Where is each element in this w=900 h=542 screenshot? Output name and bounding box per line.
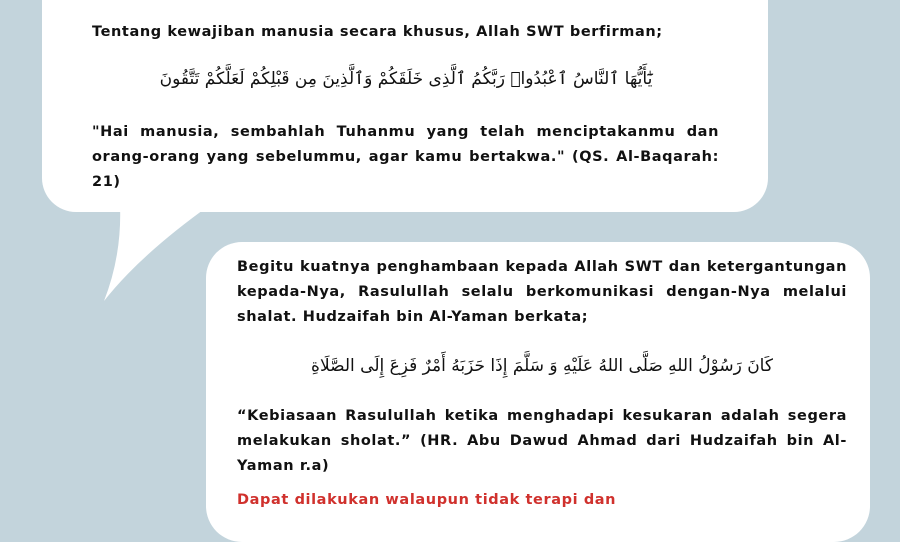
bubble2-translation: “Kebiasaan Rasulullah ketika menghadapi kesukaran adalah segera melakukan sholat.” (HR. Abu Dawud Ahmad dari Hudzaifah bin Al-Yaman r.a) xyxy=(237,408,847,474)
bubble1-translation: "Hai manusia, sembahlah Tuhanmu yang telah menciptakanmu dan orang-orang yang sebelummu, agar kamu bertakwa." (QS. Al-Baqarah: 21) xyxy=(92,124,719,190)
bubble2-intro: Begitu kuatnya penghambaan kepada Allah SWT dan ketergantungan kepada-Nya, Rasulullah selalu berkomunikasi dengan-Nya melalui shalat. Hudzaifah bin Al-Yaman berkata; xyxy=(237,259,847,325)
speech-bubble-tail xyxy=(100,205,220,305)
bubble2-cutoff-red-text: Dapat dilakukan walaupun tidak terapi dan xyxy=(237,492,617,508)
bubble1-intro: Tentang kewajiban manusia secara khusus, Allah SWT berfirman; xyxy=(92,24,663,40)
bubble2-arabic-hadith: كَانَ رَسُوْلُ اللهِ صَلَّى اللهُ عَلَيْهِ وَ سَلَّمَ إِذَا حَزَبَهُ أَمْرٌ فَزِعَ إِلَى الصَّلَاةِ xyxy=(311,356,773,376)
bubble1-arabic-verse: يَٰٓأَيُّهَا ٱلنَّاسُ ٱعْبُدُوا۟ رَبَّكُمُ ٱلَّذِى خَلَقَكُمْ وَٱلَّذِينَ مِن قَبْلِكُمْ لَعَلَّكُمْ تَتَّقُونَ xyxy=(159,69,653,89)
